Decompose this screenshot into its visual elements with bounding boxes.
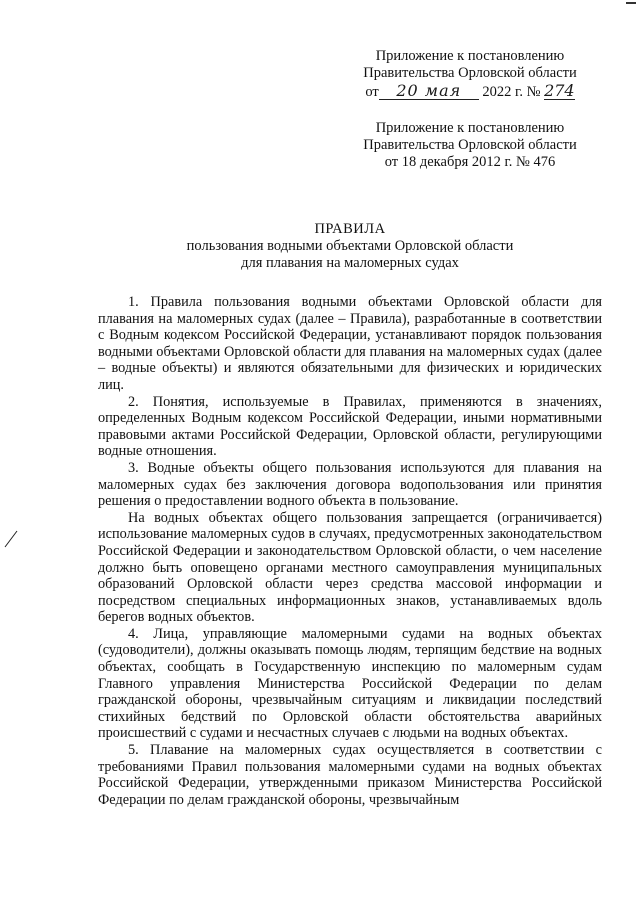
appendix-original-line1: Приложение к постановлению <box>375 120 565 136</box>
title-sub2: для плавания на маломерных судах <box>241 255 459 271</box>
appendix-original-line2: Правительства Орловской области <box>363 137 577 153</box>
paragraph-4: 4. Лица, управляющие маломерными судами на водных объектах (судоводители), должны оказывать помощь людям, терпящим бедствие на водных объектах, сообщать в Государственную инспекцию по маломерным судам Главного управления Министерства Российской Федерации по делам гражданской обороны, чрезвычайным ситуациям и ликвидации последствий стихийных бедствий по Орловской области обстоятельства аварийных происшествий с судами и несчастных случаев с людьми на водных объектах. <box>98 625 602 742</box>
paragraph-3-continued: На водных объектах общего пользования запрещается (ограничивается) использование маломерных судов в случаях, предусмотренных законодательством Российской Федерации и законодательством Орловской области, о чем население должно быть оповещено органами местного самоуправления муниципальных образований Орловской области через средства массовой информации и посредством специальных информационных знаков, устанавливаемых вдоль берегов водных объектов. <box>98 509 602 626</box>
rules-title <box>100 221 600 272</box>
appendix-current-line2: Правительства Орловской области <box>363 65 577 81</box>
rules-body <box>98 294 602 808</box>
scan-corner-mark <box>626 2 636 4</box>
appendix-current-header <box>340 48 600 101</box>
appendix-current-date-line <box>340 82 600 101</box>
appendix-current-line1: Приложение к постановлению <box>375 48 565 64</box>
paragraph-1: 1. Правила пользования водными объектами Орловской области для плавания на маломерных судах (далее – Правила), разработанные в соответствии с Водным кодексом Российской Федерации, устанавливают порядок пользования водными объектами Орловской области для плавания на маломерных судах (далее – водные объекты) и являются обязательными для физических и юридических лиц. <box>98 294 602 393</box>
appendix-original-line3: от 18 декабря 2012 г. № 476 <box>384 154 556 170</box>
handwritten-number: 274 <box>544 81 575 100</box>
appendix-original-header <box>340 120 600 171</box>
title-main: ПРАВИЛА <box>314 221 386 237</box>
year-number-label: 2022 г. № <box>482 84 541 100</box>
handwritten-date: 20 мая <box>379 82 479 100</box>
title-sub1: пользования водными объектами Орловской области <box>186 238 514 254</box>
paragraph-2: 2. Понятия, используемые в Правилах, применяются в значениях, определенных Водным кодексом Российской Федерации, иными нормативными правовыми актами Российской Федерации, Орловской области, регулирующими водные отношения. <box>98 393 602 460</box>
paragraph-5: 5. Плавание на маломерных судах осуществляется в соответствии с требованиями Правил пользования маломерными судами на водных объектах Российской Федерации, утвержденными приказом Министерства Российской Федерации по делам гражданской обороны, чрезвычайным <box>98 742 602 808</box>
margin-pen-mark <box>4 530 18 548</box>
date-prefix: от <box>365 84 379 100</box>
paragraph-3: 3. Водные объекты общего пользования используются для плавания на маломерных судах без заключения договора водопользования или принятия решения о предоставлении водного объекта в пользование. <box>98 459 602 510</box>
